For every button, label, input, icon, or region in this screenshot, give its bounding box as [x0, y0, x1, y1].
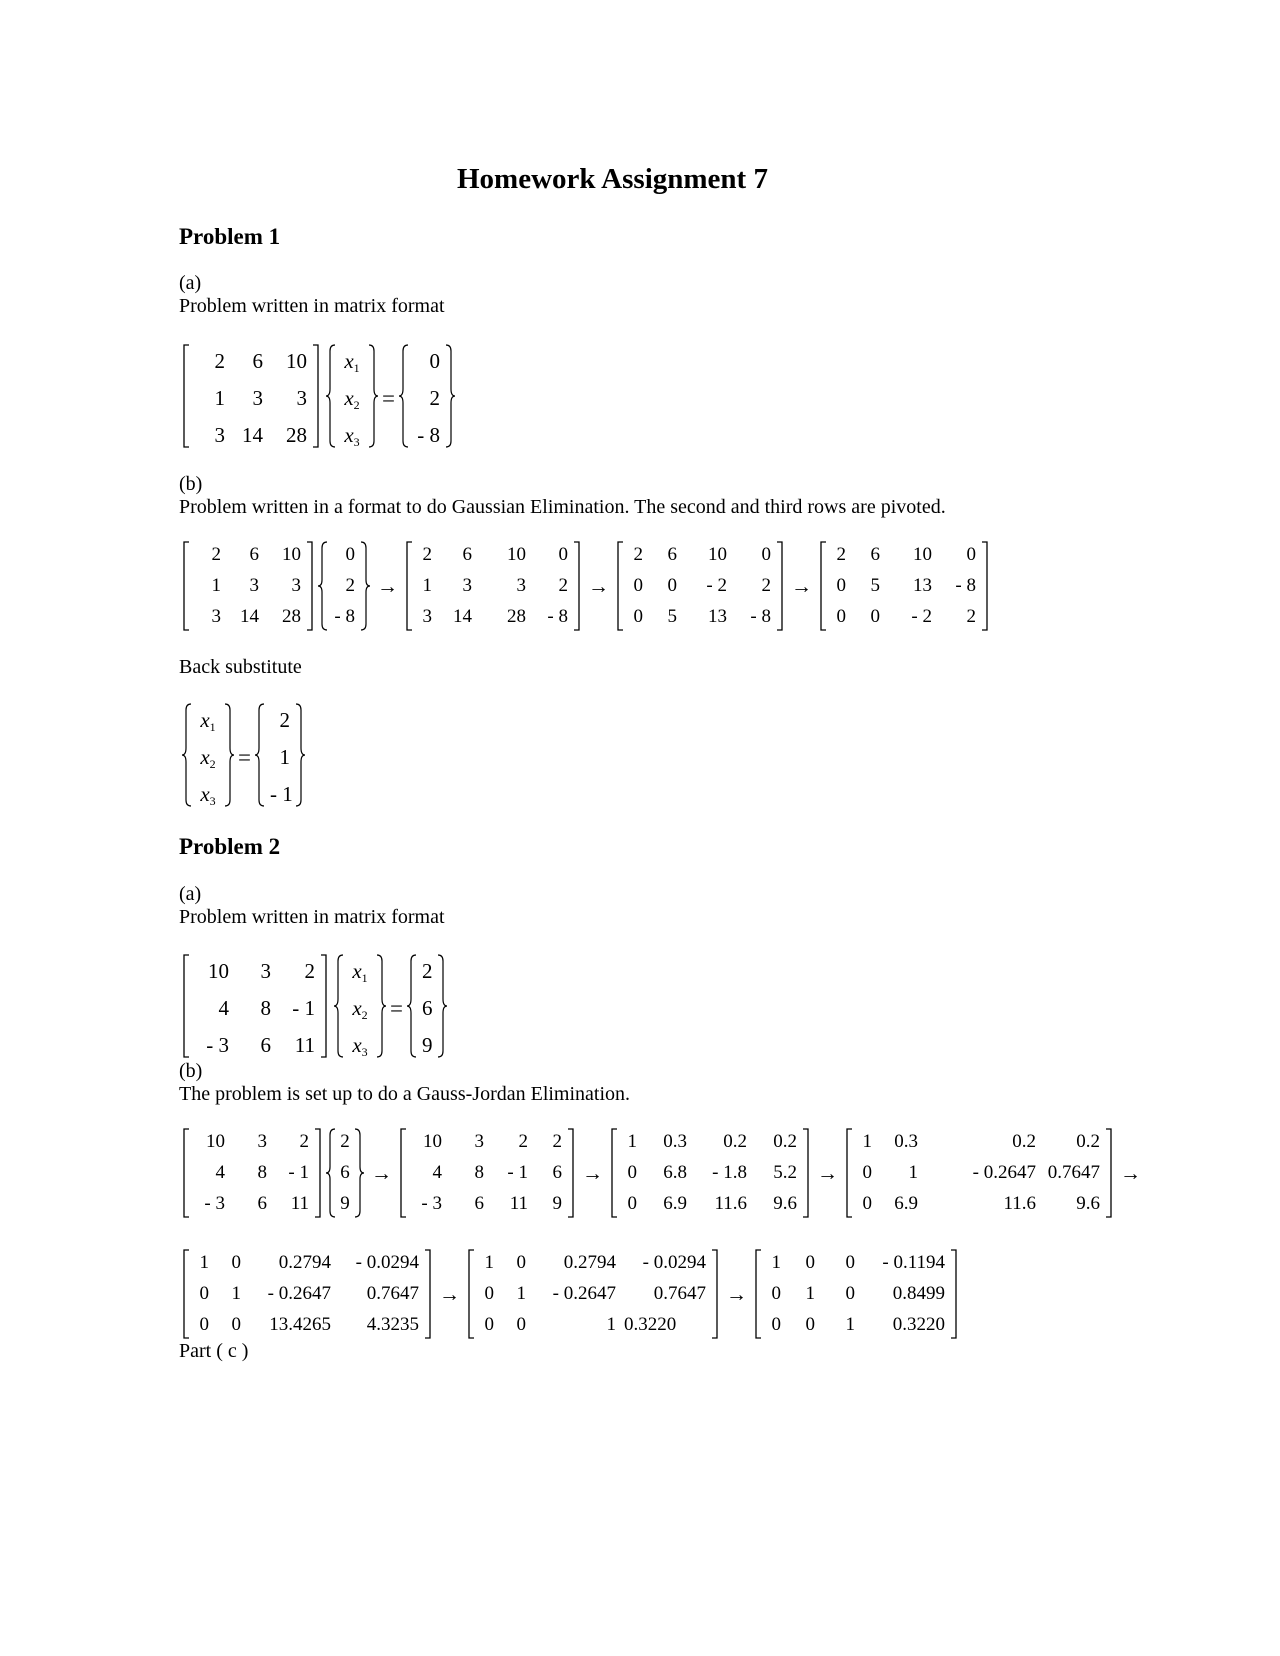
matrix-cell: 6	[870, 544, 880, 566]
matrix-cell: 0	[627, 1161, 637, 1183]
matrix-cell: 10	[708, 544, 727, 566]
matrix-cell: 2	[558, 574, 568, 596]
vector-cell: 9	[421, 1033, 433, 1057]
left-bracket	[398, 1127, 408, 1219]
left-brace	[181, 702, 193, 808]
left-bracket	[615, 540, 625, 632]
matrix-cell: - 0.0294	[642, 1252, 706, 1274]
problem-1-part-a-label: (a)	[179, 272, 202, 294]
matrix-cell: 1	[516, 1282, 526, 1304]
matrix-cell: 4	[218, 996, 229, 1020]
vector-cell: 0	[345, 544, 355, 566]
matrix-cell: 0	[516, 1252, 526, 1274]
matrix-cell: - 0.0294	[355, 1252, 419, 1274]
matrix-cell: - 0.2647	[552, 1282, 616, 1304]
var-letter: x	[344, 386, 354, 410]
left-bracket	[404, 540, 414, 632]
p2b-coefficient-matrix	[181, 1127, 323, 1219]
part-c-label: Part ( c )	[179, 1340, 249, 1362]
vector-cell: 2	[340, 1131, 350, 1153]
matrix-cell: 0	[627, 1192, 637, 1214]
matrix-cell: 0	[199, 1313, 209, 1335]
matrix-cell: 13	[913, 574, 932, 596]
p1-matrix-equation	[181, 343, 456, 454]
p2b-matrix-2	[609, 1127, 811, 1219]
p1-coefficient-matrix	[181, 343, 321, 454]
problem-1-part-b-label: (b)	[179, 473, 203, 495]
matrix-cell: 14	[453, 605, 472, 627]
variable-x3	[337, 417, 367, 454]
matrix-cell: 6	[474, 1192, 484, 1214]
matrix-cell: 5	[667, 605, 677, 627]
right-brace	[359, 540, 371, 632]
left-bracket	[181, 540, 191, 632]
var-subscript: 3	[209, 794, 216, 808]
matrix-cell: 0	[667, 574, 677, 596]
right-bracket	[801, 1127, 811, 1219]
matrix-cell: 9.6	[773, 1192, 797, 1214]
matrix-cell: 11.6	[714, 1192, 747, 1214]
matrix-cell: 6	[462, 544, 472, 566]
vector-cell: 2	[279, 708, 290, 732]
problem-2-part-a-label: (a)	[179, 883, 202, 905]
var-subscript: 2	[361, 1008, 368, 1022]
matrix-cell: 10	[282, 544, 301, 566]
matrix-cell: - 1.8	[712, 1161, 747, 1183]
matrix-cell: 0	[484, 1313, 494, 1335]
var-subscript: 1	[209, 720, 216, 734]
matrix-cell: 6	[252, 349, 263, 373]
variable-x3	[193, 776, 223, 813]
var-subscript: 3	[353, 435, 360, 449]
matrix-cell: - 2	[706, 574, 727, 596]
matrix-cell: 0.7647	[1047, 1161, 1100, 1183]
var-subscript: 3	[361, 1045, 368, 1059]
matrix-cell: 10	[913, 544, 932, 566]
back-substitute-text: Back substitute	[179, 656, 302, 678]
right-brace	[294, 702, 306, 808]
matrix-cell: 10	[507, 544, 526, 566]
matrix-cell: 1	[771, 1252, 781, 1274]
problem-1-heading: Problem 1	[179, 224, 281, 249]
matrix-cell: 0	[966, 544, 976, 566]
matrix-cell: 0	[231, 1313, 241, 1335]
left-brace	[317, 540, 329, 632]
matrix-cell: 2	[633, 544, 643, 566]
matrix-cell: 28	[507, 605, 526, 627]
matrix-cell: 0.2	[773, 1131, 797, 1153]
right-bracket	[949, 1248, 959, 1340]
matrix-cell: 13.4265	[269, 1313, 331, 1335]
right-brace	[367, 343, 379, 449]
matrix-cell: 11.6	[1003, 1192, 1036, 1214]
var-letter: x	[200, 782, 210, 806]
matrix-cell: 2	[299, 1131, 309, 1153]
matrix-cell: 4.3235	[366, 1313, 419, 1335]
matrix-cell: 1	[908, 1161, 918, 1183]
matrix-cell: 4	[432, 1161, 442, 1183]
left-brace	[406, 953, 418, 1059]
matrix-cell: 1	[627, 1131, 637, 1153]
matrix-cell: 0.3220	[624, 1313, 677, 1335]
matrix-cell: 8	[474, 1161, 484, 1183]
left-brace	[254, 702, 266, 808]
right-bracket	[305, 540, 315, 632]
matrix-cell: 0.3	[663, 1131, 687, 1153]
var-subscript: 2	[353, 398, 360, 412]
p2-variable-vector	[333, 953, 387, 1064]
matrix-cell: 0	[836, 605, 846, 627]
arrow-icon: →	[377, 573, 398, 598]
problem-2-part-b-text: The problem is set up to do a Gauss-Jordan Elimination.	[179, 1083, 631, 1105]
matrix-cell: 0	[805, 1313, 815, 1335]
matrix-cell: 0	[633, 574, 643, 596]
vector-cell: - 8	[334, 605, 355, 627]
matrix-cell: 0	[870, 605, 880, 627]
right-bracket	[311, 343, 321, 449]
vector-cell: - 8	[417, 423, 440, 447]
matrix-cell: - 3	[204, 1192, 225, 1214]
p2-rhs-vector	[406, 953, 448, 1064]
p2-gauss-jordan-row-1	[181, 1127, 1147, 1219]
matrix-cell: 6	[552, 1161, 562, 1183]
left-bracket	[181, 1248, 191, 1340]
var-letter: x	[352, 1033, 362, 1057]
problem-2-part-a-text: Problem written in matrix format	[179, 906, 445, 928]
equals-sign: =	[238, 744, 251, 770]
matrix-cell: 0.7647	[653, 1282, 706, 1304]
matrix-cell: 1	[606, 1313, 616, 1335]
p2b-matrix-3	[844, 1127, 1114, 1219]
arrow-icon: →	[1120, 1160, 1141, 1185]
left-brace	[325, 1127, 337, 1219]
matrix-cell: 0	[771, 1313, 781, 1335]
equals-sign: =	[382, 385, 395, 411]
left-bracket	[609, 1127, 619, 1219]
matrix-cell: 0.3220	[892, 1313, 945, 1335]
p1-variable-vector	[325, 343, 379, 454]
matrix-cell: 1	[231, 1282, 241, 1304]
vector-cell: 0	[429, 349, 440, 373]
solution-values-vector	[254, 702, 306, 813]
vector-cell: 9	[340, 1192, 350, 1214]
p1b-augmented-matrix-2	[615, 540, 785, 632]
matrix-cell: 6.9	[894, 1192, 918, 1214]
matrix-cell: - 0.2647	[972, 1161, 1036, 1183]
right-bracket	[566, 1127, 576, 1219]
matrix-cell: 2	[304, 959, 315, 983]
var-letter: x	[200, 708, 210, 732]
matrix-cell: 10	[423, 1131, 442, 1153]
matrix-cell: 1	[422, 574, 432, 596]
arrow-icon: →	[582, 1160, 603, 1185]
left-brace	[333, 953, 345, 1059]
equals-sign: =	[390, 995, 403, 1021]
matrix-cell: 2	[966, 605, 976, 627]
right-bracket	[980, 540, 990, 632]
arrow-icon: →	[371, 1160, 392, 1185]
matrix-cell: 3	[474, 1131, 484, 1153]
vector-cell: 2	[421, 959, 433, 983]
right-bracket	[710, 1248, 720, 1340]
p1b-coefficient-matrix	[181, 540, 315, 632]
matrix-cell: 3	[257, 1131, 267, 1153]
p2-matrix-equation	[181, 953, 448, 1064]
var-subscript: 1	[361, 971, 368, 985]
left-brace	[398, 343, 410, 449]
matrix-cell: 4	[215, 1161, 225, 1183]
p1b-rhs-vector	[317, 540, 371, 632]
matrix-cell: 0	[862, 1192, 872, 1214]
matrix-cell: 0	[845, 1252, 855, 1274]
matrix-cell: 2	[214, 349, 225, 373]
left-bracket	[181, 953, 191, 1059]
matrix-cell: 0.2794	[278, 1252, 331, 1274]
arrow-icon: →	[817, 1160, 838, 1185]
left-brace	[325, 343, 337, 449]
vector-cell: 6	[421, 996, 433, 1020]
variable-x1	[193, 702, 223, 739]
vector-cell: 6	[340, 1161, 350, 1183]
right-bracket	[775, 540, 785, 632]
matrix-cell: 2	[836, 544, 846, 566]
matrix-cell: - 0.1194	[882, 1252, 945, 1274]
left-bracket	[181, 1127, 191, 1219]
matrix-cell: 2	[422, 544, 432, 566]
problem-2-heading: Problem 2	[179, 834, 281, 859]
matrix-cell: 1	[211, 574, 221, 596]
matrix-cell: 11	[290, 1192, 309, 1214]
right-bracket	[319, 953, 329, 1059]
matrix-cell: 1	[484, 1252, 494, 1274]
var-letter: x	[344, 349, 354, 373]
matrix-cell: 0.2	[1076, 1131, 1100, 1153]
right-brace	[375, 953, 387, 1059]
right-bracket	[313, 1127, 323, 1219]
arrow-icon: →	[439, 1281, 460, 1306]
matrix-cell: 8	[257, 1161, 267, 1183]
matrix-cell: 6.8	[663, 1161, 687, 1183]
matrix-cell: 9.6	[1076, 1192, 1100, 1214]
matrix-cell: 13	[708, 605, 727, 627]
matrix-cell: - 1	[288, 1161, 309, 1183]
matrix-cell: 6.9	[663, 1192, 687, 1214]
matrix-cell: 0	[761, 544, 771, 566]
matrix-cell: 0	[484, 1282, 494, 1304]
right-brace	[436, 953, 448, 1059]
var-letter: x	[352, 959, 362, 983]
matrix-cell: 28	[282, 605, 301, 627]
matrix-cell: 0.8499	[892, 1282, 945, 1304]
vector-cell: - 1	[269, 782, 293, 806]
matrix-cell: 0	[845, 1282, 855, 1304]
matrix-cell: 11	[294, 1033, 315, 1057]
matrix-cell: 2	[552, 1131, 562, 1153]
matrix-cell: 3	[462, 574, 472, 596]
matrix-cell: - 3	[206, 1033, 229, 1057]
matrix-cell: 1	[862, 1131, 872, 1153]
matrix-cell: 0	[771, 1282, 781, 1304]
matrix-cell: 0.2	[723, 1131, 747, 1153]
left-bracket	[818, 540, 828, 632]
matrix-cell: 3	[249, 574, 259, 596]
p2b-matrix-4	[181, 1248, 433, 1340]
matrix-cell: 14	[240, 605, 259, 627]
matrix-cell: 0	[231, 1252, 241, 1274]
matrix-cell: 1	[805, 1282, 815, 1304]
vector-cell: 2	[345, 574, 355, 596]
right-bracket	[423, 1248, 433, 1340]
p2-coefficient-matrix	[181, 953, 329, 1064]
matrix-cell: 1	[214, 386, 225, 410]
matrix-cell: 3	[214, 423, 225, 447]
var-letter: x	[200, 745, 210, 769]
matrix-cell: 2	[518, 1131, 528, 1153]
matrix-cell: 0	[558, 544, 568, 566]
variable-x2	[345, 990, 375, 1027]
page-title: Homework Assignment 7	[457, 163, 768, 195]
matrix-cell: - 0.2647	[267, 1282, 331, 1304]
problem-2-part-b-label: (b)	[179, 1060, 203, 1082]
variable-x3	[345, 1027, 375, 1064]
p2b-matrix-6	[753, 1248, 959, 1340]
p1b-augmented-matrix-1	[404, 540, 582, 632]
var-letter: x	[344, 423, 354, 447]
matrix-cell: - 8	[547, 605, 568, 627]
matrix-cell: 2	[211, 544, 221, 566]
right-brace	[444, 343, 456, 449]
matrix-cell: 6	[257, 1192, 267, 1214]
right-bracket	[1104, 1127, 1114, 1219]
p2b-matrix-1	[398, 1127, 576, 1219]
matrix-cell: 3	[260, 959, 271, 983]
matrix-cell: - 8	[750, 605, 771, 627]
matrix-cell: 0	[516, 1313, 526, 1335]
right-bracket	[572, 540, 582, 632]
matrix-cell: 0.3	[894, 1131, 918, 1153]
matrix-cell: 1	[845, 1313, 855, 1335]
matrix-cell: 5.2	[773, 1161, 797, 1183]
matrix-cell: 10	[206, 1131, 225, 1153]
matrix-cell: 0	[836, 574, 846, 596]
p1-gaussian-elimination	[181, 540, 990, 632]
left-bracket	[844, 1127, 854, 1219]
matrix-cell: 3	[252, 386, 263, 410]
matrix-cell: 0.2	[1012, 1131, 1036, 1153]
matrix-cell: 0	[862, 1161, 872, 1183]
problem-1-part-b-text: Problem written in a format to do Gaussian Elimination. The second and third rows are pivoted.	[179, 496, 946, 518]
p2b-matrix-5	[466, 1248, 720, 1340]
p2b-rhs-vector	[325, 1127, 365, 1219]
matrix-cell: 14	[242, 423, 263, 447]
left-bracket	[466, 1248, 476, 1340]
vector-cell: 1	[279, 745, 290, 769]
right-brace	[353, 1127, 365, 1219]
vector-cell: 2	[429, 386, 440, 410]
matrix-cell: - 2	[911, 605, 932, 627]
variable-x1	[337, 343, 367, 380]
matrix-cell: - 1	[292, 996, 315, 1020]
matrix-cell: 8	[260, 996, 271, 1020]
left-bracket	[181, 343, 191, 449]
variable-x2	[193, 739, 223, 776]
right-brace	[223, 702, 235, 808]
p1-solution	[181, 702, 306, 813]
variable-x2	[337, 380, 367, 417]
matrix-cell: 11	[509, 1192, 528, 1214]
arrow-icon: →	[588, 573, 609, 598]
matrix-cell: 5	[870, 574, 880, 596]
matrix-cell: 10	[286, 349, 307, 373]
solution-variable-vector	[181, 702, 235, 813]
matrix-cell: - 3	[421, 1192, 442, 1214]
matrix-cell: 0.7647	[366, 1282, 419, 1304]
matrix-cell: 1	[199, 1252, 209, 1274]
var-subscript: 2	[209, 757, 216, 771]
matrix-cell: - 1	[507, 1161, 528, 1183]
arrow-icon: →	[791, 573, 812, 598]
matrix-cell: 0	[633, 605, 643, 627]
p1b-augmented-matrix-3	[818, 540, 990, 632]
matrix-cell: 0	[199, 1282, 209, 1304]
matrix-cell: 3	[516, 574, 526, 596]
matrix-cell: 6	[249, 544, 259, 566]
var-subscript: 1	[353, 361, 360, 375]
matrix-cell: 3	[296, 386, 307, 410]
matrix-cell: 6	[667, 544, 677, 566]
matrix-cell: 2	[761, 574, 771, 596]
problem-1-part-a-text: Problem written in matrix format	[179, 295, 445, 317]
var-letter: x	[352, 996, 362, 1020]
matrix-cell: 6	[260, 1033, 271, 1057]
matrix-cell: 0	[805, 1252, 815, 1274]
matrix-cell: 3	[211, 605, 221, 627]
p2-gauss-jordan-row-2	[181, 1248, 959, 1340]
variable-x1	[345, 953, 375, 990]
matrix-cell: 10	[208, 959, 229, 983]
matrix-cell: 3	[291, 574, 301, 596]
matrix-cell: 28	[286, 423, 307, 447]
p1-rhs-vector	[398, 343, 456, 454]
matrix-cell: 9	[552, 1192, 562, 1214]
matrix-cell: 3	[422, 605, 432, 627]
left-bracket	[753, 1248, 763, 1340]
arrow-icon: →	[726, 1281, 747, 1306]
matrix-cell: 0.2794	[563, 1252, 616, 1274]
matrix-cell: - 8	[955, 574, 976, 596]
